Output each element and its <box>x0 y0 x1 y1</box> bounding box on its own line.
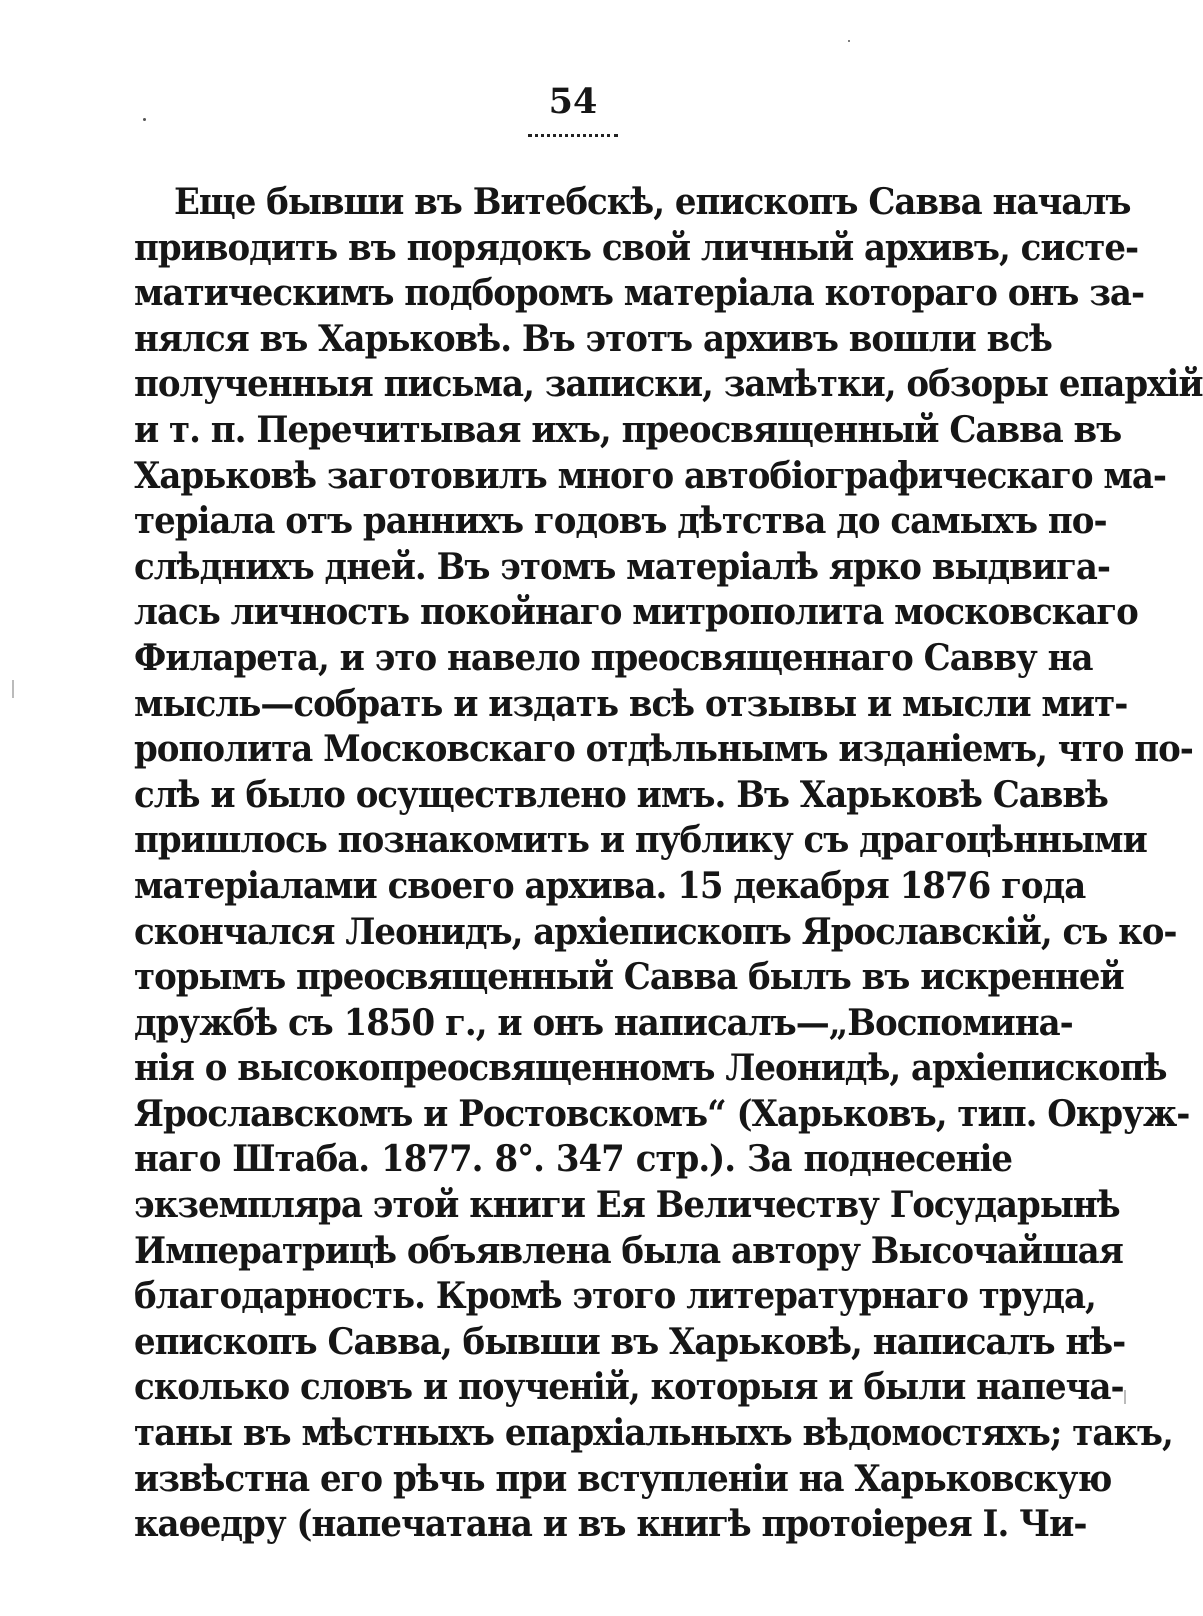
text-line: рополита Московскаго отдѣльнымъ изданіемъ, что по- <box>134 727 1193 771</box>
text-line: торымъ преосвященный Савва былъ въ искренней <box>134 955 1124 999</box>
text-line: полученныя письма, записки, замѣтки, обзоры епархій <box>134 362 1203 406</box>
text-line: скончался Леонидъ, архіепископъ Ярославскій, съ ко- <box>134 909 1177 954</box>
text-line: матическимъ подборомъ матеріала котораго онъ за- <box>134 271 1145 315</box>
text-line: Филарета, и это навело преосвященнаго Савву на <box>134 636 1093 680</box>
text-line: приводить въ порядокъ свой личный архивъ, систе- <box>134 225 1139 270</box>
scan-speck <box>848 40 850 42</box>
text-line: лась личность покойнаго митрополита московскаго <box>134 590 1138 634</box>
page-number: 54 <box>548 81 598 122</box>
text-line: экземпляра этой книги Ея Величеству Государынѣ <box>134 1183 1120 1227</box>
text-line: Еще бывши въ Витебскѣ, епископъ Савва началъ <box>174 180 1131 224</box>
text-line: мысль—собрать и издать всѣ отзывы и мысли мит- <box>134 681 1128 726</box>
text-line: Императрицѣ объявлена была автору Высочайшая <box>134 1228 1123 1273</box>
scan-speck <box>143 118 146 121</box>
text-line: нялся въ Харьковѣ. Въ этотъ архивъ вошли всѣ <box>134 317 1052 361</box>
text-line: нія о высокопреосвященномъ Леонидѣ, архіепископѣ <box>134 1046 1167 1090</box>
text-line: извѣстна его рѣчь при вступленіи на Харьковскую <box>134 1456 1112 1501</box>
text-line: пришлось познакомить и публику съ драгоцѣнными <box>134 818 1147 862</box>
body-text <box>134 180 1203 1560</box>
text-line: наго Штаба. 1877. 8°. 347 стр.). За поднесеніе <box>134 1137 1012 1182</box>
text-line: таны въ мѣстныхъ епархіальныхъ вѣдомостяхъ; такъ, <box>134 1411 1173 1455</box>
text-line: дружбѣ съ 1850 г., и онъ написалъ—„Воспомина- <box>134 1001 1073 1045</box>
text-line: слѣднихъ дней. Въ этомъ матеріалѣ ярко выдвига- <box>134 545 1111 589</box>
text-line: теріала отъ раннихъ годовъ дѣтства до самыхъ по- <box>134 499 1107 543</box>
scan-edge-mark <box>1124 1390 1126 1404</box>
text-line: сколько словъ и поученій, которыя и были напеча- <box>134 1365 1124 1409</box>
text-line: слѣ и было осуществлено имъ. Въ Харьковѣ Саввѣ <box>134 773 1108 817</box>
scan-edge-mark <box>12 680 14 698</box>
text-line: Ярославскомъ и Ростовскомъ“ (Харьковъ, тип. Окруж- <box>134 1092 1190 1136</box>
text-line: благодарность. Кромѣ этого литературнаго труда, <box>134 1274 1096 1318</box>
text-line: и т. п. Перечитывая ихъ, преосвященный Савва въ <box>134 408 1122 452</box>
page-number-underline <box>528 134 618 137</box>
text-line: матеріалами своего архива. 15 декабря 1876 года <box>134 864 1086 908</box>
text-line: каѳедру (напечатана и въ книгѣ протоіерея І. Чи- <box>134 1502 1087 1546</box>
text-line: епископъ Савва, бывши въ Харьковѣ, написалъ нѣ- <box>134 1320 1126 1364</box>
text-line: Харьковѣ заготовилъ много автобіографическаго ма- <box>134 453 1167 498</box>
